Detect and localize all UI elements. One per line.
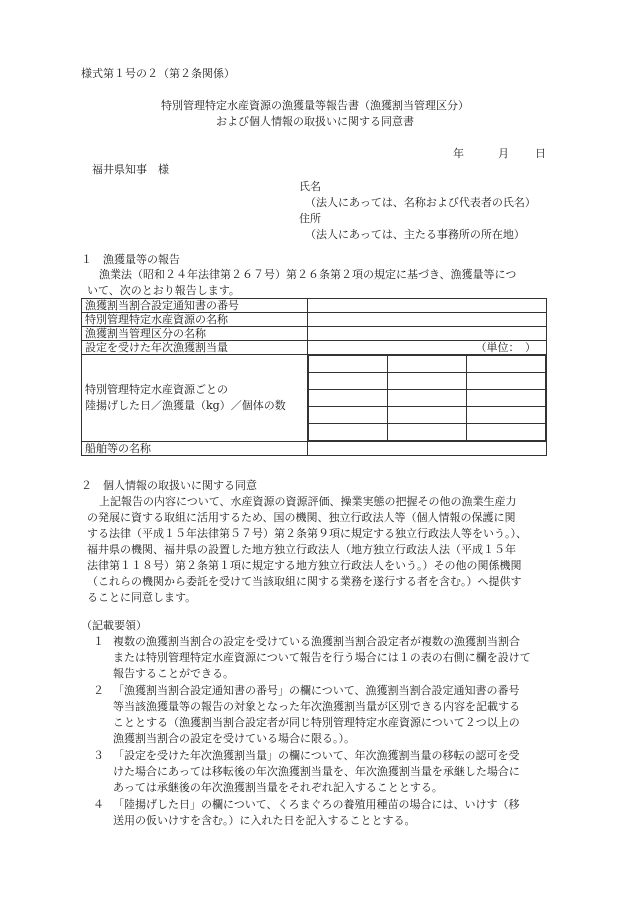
table-row: [82, 341, 547, 355]
note-line: 「設定を受けた年次漁獲割当量」の欄について、年次漁獲割当量の移転の認可を受: [113, 749, 520, 762]
section2-heading: ２ 個人情報の取扱いに関する同意: [81, 479, 257, 492]
section1-body-line2: いて、次のとおり報告します。: [87, 284, 240, 297]
landing-cell[interactable]: [467, 373, 546, 390]
note-line: 等当該漁獲量等の報告の対象となった年次漁獲割当量が区別できる内容を記載する: [113, 700, 520, 713]
note-line: または特別管理特定水産資源について報告を行う場合には１の表の右側に欄を設けて: [113, 651, 531, 664]
field-resource-name[interactable]: [308, 313, 547, 327]
row-label-notice-number: 漁獲割当割合設定通知書の番号: [82, 299, 308, 313]
section2-line: 福井県の機関、福井県の設置した地方独立行政法人（地方独立行政法人法（平成１５年: [87, 543, 516, 556]
section2-line: する法律（平成１５年法律第５７号）第２条第９項に規定する独立行政法人等をいう。）、: [87, 527, 527, 540]
section2-line: の発展に資する取組に活用するため、国の機関、独立行政法人等（個人情報の保護に関: [87, 511, 516, 524]
section2-line: （これらの機関から委託を受けて当該取組に関する業務を遂行する者を含む。）へ提供す: [87, 575, 522, 588]
date-month: 月: [498, 147, 509, 160]
landing-cell[interactable]: [388, 356, 467, 373]
note-line: 「漁獲割当割合設定通知書の番号」の欄について、漁獲割当割合設定通知書の番号: [113, 684, 520, 697]
landing-cell[interactable]: [467, 424, 546, 441]
note-number: １: [93, 635, 104, 648]
field-notice-number[interactable]: [308, 299, 547, 313]
name-label: 氏名: [299, 180, 321, 193]
note-line: 送用の仮いけすを含む。）に入れた日を記入することとする。: [113, 814, 416, 827]
form-number: 様式第１号の２（第２条関係）: [81, 67, 235, 80]
note-line: こととする（漁獲割当割合設定者が同じ特別管理特定水産資源について２つ以上の: [113, 716, 520, 729]
table-row: [82, 442, 547, 456]
landing-label-line2: 陸揚げした日／漁獲量（kg）／個体の数: [85, 399, 286, 412]
address-note: （法人にあっては、主たる事務所の所在地）: [305, 228, 525, 241]
note-line: 報告することができる。: [113, 667, 234, 680]
note-number: ４: [93, 798, 104, 811]
name-note: （法人にあっては、名称および代表者の氏名）: [305, 196, 536, 209]
document-subtitle: および個人情報の取扱いに関する同意書: [216, 115, 414, 128]
table-row: [82, 327, 547, 341]
landing-cell[interactable]: [309, 390, 388, 407]
table-row: [82, 299, 547, 313]
table-row: [82, 313, 547, 327]
landing-cell[interactable]: [309, 373, 388, 390]
note-number: ３: [93, 749, 104, 762]
landing-cell[interactable]: [309, 356, 388, 373]
landing-cell[interactable]: [388, 407, 467, 424]
note-line: けた場合にあっては移転後の年次漁獲割当量を、年次漁獲割当量を承継した場合に: [113, 765, 520, 778]
row-label-landing: [82, 355, 308, 442]
landing-cell[interactable]: [388, 424, 467, 441]
landing-cell[interactable]: [309, 407, 388, 424]
note-line: あっては承継後の年次漁獲割当量をそれぞれ記入することとする。: [113, 781, 443, 794]
address-label: 住所: [299, 212, 321, 225]
addressee: 福井県知事 様: [92, 163, 169, 176]
section2-line: 法律第１１８号）第２条第１項に規定する地方独立行政法人をいう。）その他の関係機関: [87, 559, 522, 572]
report-table: [81, 298, 547, 456]
field-annual-quota-unit[interactable]: （単位： ）: [308, 341, 547, 355]
date-year: 年: [453, 147, 464, 160]
row-label-resource-name: 特別管理特定水産資源の名称: [82, 313, 308, 327]
landing-cell[interactable]: [388, 390, 467, 407]
section2-line: ることに同意します。: [87, 591, 197, 604]
landing-label-line1: 特別管理特定水産資源ごとの: [85, 383, 228, 396]
landing-cell[interactable]: [388, 373, 467, 390]
document-title: 特別管理特定水産資源の漁獲量等報告書（漁獲割当管理区分）: [161, 99, 469, 112]
landing-grid-host: [308, 355, 547, 442]
table-row: [82, 355, 547, 442]
note-number: ２: [93, 684, 104, 697]
section1-heading: １ 漁獲量等の報告: [81, 253, 180, 266]
row-label-category-name: 漁獲割当管理区分の名称: [82, 327, 308, 341]
section1-body-line1: 漁業法（昭和２４年法律第２６７号）第２６条第２項の規定に基づき、漁獲量等につ: [99, 268, 517, 281]
section2-line: 上記報告の内容について、水産資源の資源評価、操業実態の把握その他の漁業生産力: [99, 495, 517, 508]
row-label-annual-quota: 設定を受けた年次漁獲割当量: [82, 341, 308, 355]
landing-cell[interactable]: [467, 407, 546, 424]
landing-cell[interactable]: [467, 356, 546, 373]
landing-grid: [308, 355, 546, 441]
note-line: 漁獲割当割合の設定を受けている場合に限る。）。: [113, 732, 355, 745]
notes-heading: （記載要領）: [81, 619, 147, 632]
date-day: 日: [535, 147, 546, 160]
landing-cell[interactable]: [309, 424, 388, 441]
row-label-vessel-name: 船舶等の名称: [82, 442, 308, 456]
field-vessel-name[interactable]: [308, 442, 547, 456]
date-line: [453, 146, 546, 161]
note-line: 複数の漁獲割当割合の設定を受けている漁獲割当割合設定者が複数の漁獲割当割合: [113, 635, 520, 648]
note-line: 「陸揚げした日」の欄について、くろまぐろの養殖用種苗の場合には、いけす（移: [113, 798, 520, 811]
field-category-name[interactable]: [308, 327, 547, 341]
landing-cell[interactable]: [467, 390, 546, 407]
